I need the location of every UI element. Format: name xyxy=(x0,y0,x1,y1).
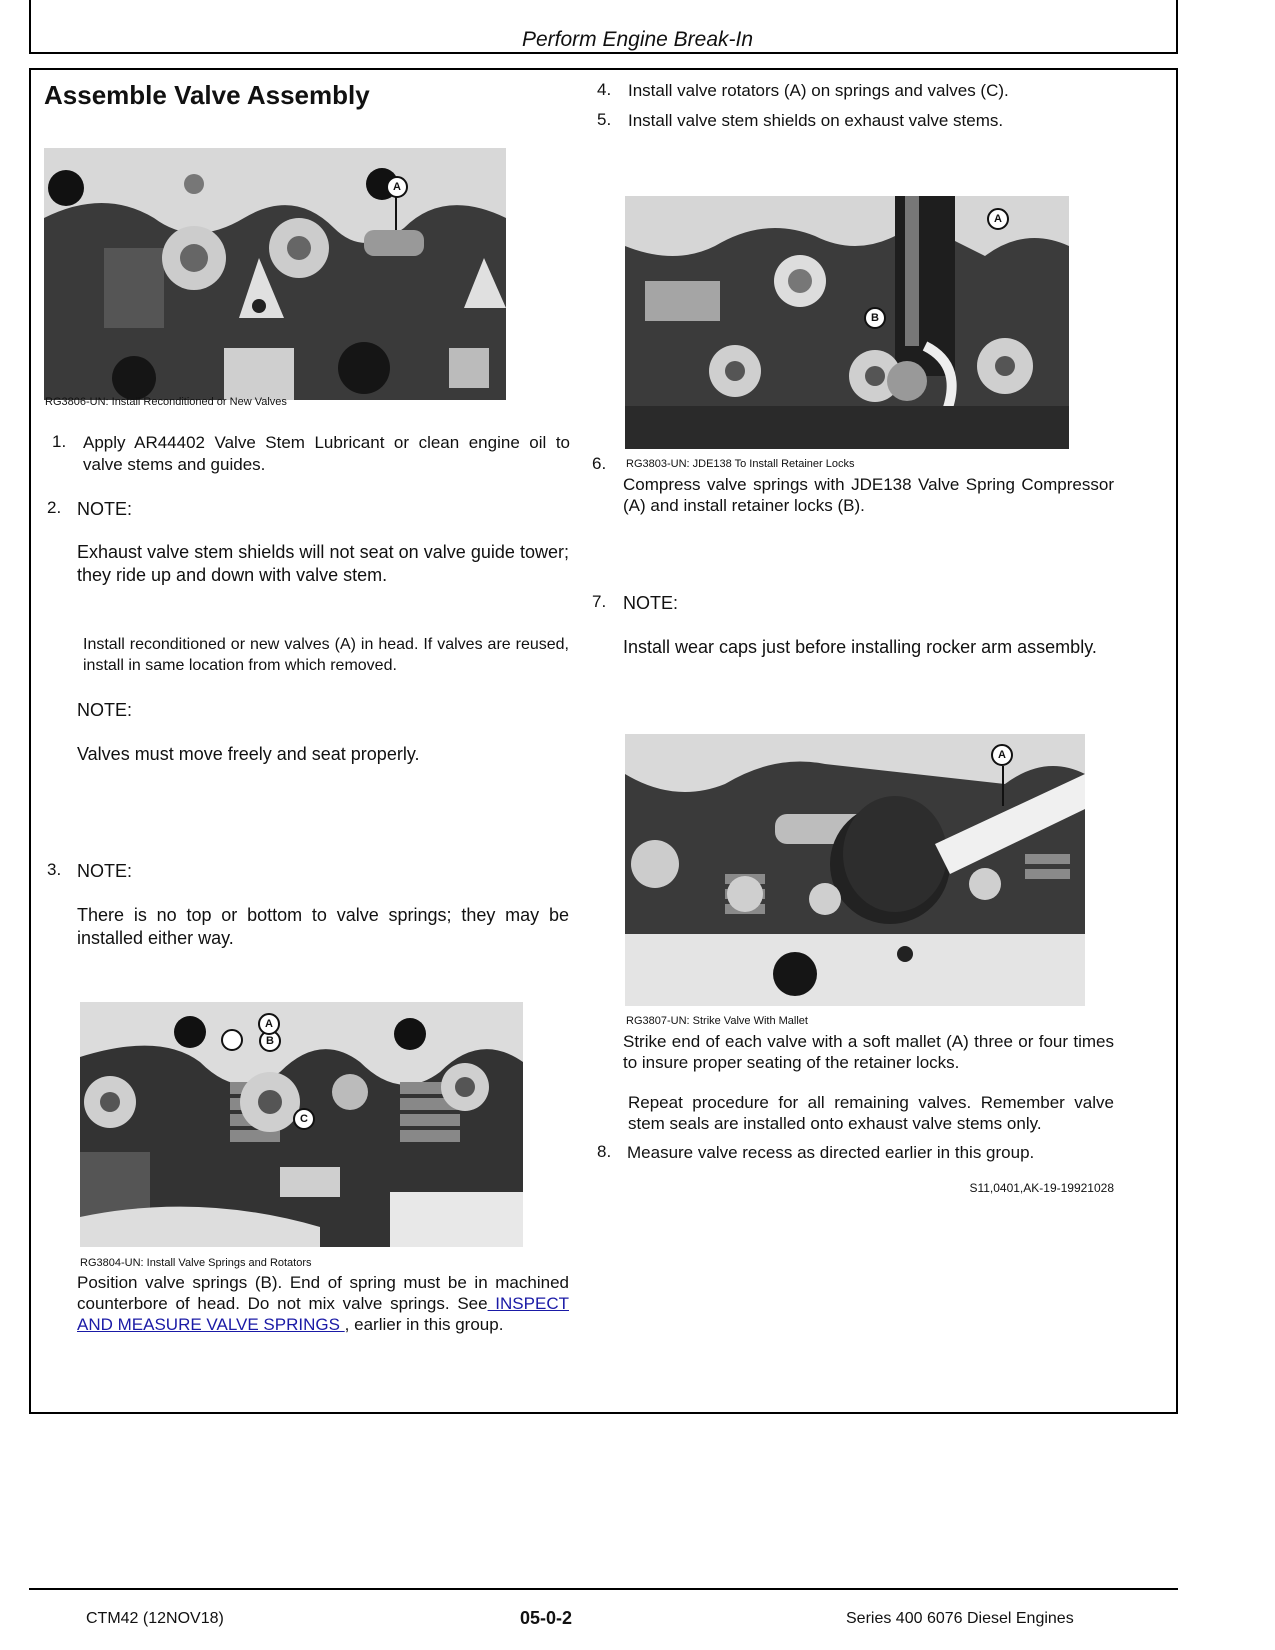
footer-page-number: 05-0-2 xyxy=(520,1608,573,1628)
step-text: Strike end of each valve with a soft mallet (A) three or four times to insure proper seating of the retainer locks. xyxy=(623,1032,1114,1072)
callout-a: A xyxy=(987,208,1009,230)
step-text: Measure valve recess as directed earlier in this group. xyxy=(627,1143,1035,1162)
figure-caption: RG3804-UN: Install Valve Springs and Rotators xyxy=(80,1257,312,1269)
photo-install-valves xyxy=(44,148,506,400)
callout-b: B xyxy=(259,1030,281,1052)
photo-strike-valve xyxy=(625,734,1085,1006)
step-text-part: Position valve springs (B). End of spring must be in machined counterbore of head. Do not mix valve springs. See xyxy=(77,1273,569,1313)
step-text: Compress valve springs with JDE138 Valve Spring Compressor (A) and install retainer locks (B). xyxy=(623,475,1114,515)
section-title: Assemble Valve Assembly xyxy=(44,80,370,110)
step-number: 5. xyxy=(597,110,612,129)
footer-engine-series: Series 400 6076 Diesel Engines xyxy=(846,1610,1074,1627)
note-text: Valves must move freely and seat properly. xyxy=(77,744,420,764)
note-label: NOTE: xyxy=(623,593,679,613)
step-text: Install valve stem shields on exhaust valve stems. xyxy=(628,111,1004,130)
step-text: Install valve rotators (A) on springs and valves (C). xyxy=(628,81,1009,100)
note-text: There is no top or bottom to valve springs; they may be installed either way. xyxy=(77,905,569,948)
step-text: Apply AR44402 Valve Stem Lubricant or clean engine oil to valve stems and guides. xyxy=(83,433,570,474)
step-text-part: , earlier in this group. xyxy=(344,1315,504,1334)
step-number: 8. xyxy=(597,1142,612,1161)
note-label: NOTE: xyxy=(77,700,133,720)
note-text: Install wear caps just before installing rocker arm assembly. xyxy=(623,637,1097,657)
step-text: Install reconditioned or new valves (A) in head. If valves are reused, install in same location from which removed. xyxy=(83,636,569,674)
step-number: 7. xyxy=(592,592,607,611)
step-number: 2. xyxy=(47,498,62,517)
photo-retainer-locks xyxy=(625,196,1069,449)
note-text: Exhaust valve stem shields will not seat on valve guide tower; they ride up and down with valve stem. xyxy=(77,542,569,585)
callout-a: A xyxy=(386,176,408,198)
step-number: 6. xyxy=(592,454,607,473)
step-number: 3. xyxy=(47,860,62,879)
figure-caption: RG3807-UN: Strike Valve With Mallet xyxy=(626,1015,808,1027)
callout-b: B xyxy=(864,307,886,329)
page-header: Perform Engine Break-In xyxy=(521,28,754,51)
footer-manual-code: CTM42 (12NOV18) xyxy=(86,1610,224,1627)
callout-c: C xyxy=(293,1108,315,1130)
note-label: NOTE: xyxy=(77,499,133,519)
note-label: NOTE: xyxy=(77,861,133,881)
callout-b-label xyxy=(221,1029,243,1051)
step-text xyxy=(77,1272,569,1335)
footer-rule xyxy=(29,1588,1178,1590)
step-number: 1. xyxy=(52,432,67,451)
reference-code: S11,0401,AK-19-19921028 xyxy=(969,1181,1114,1195)
callout-a: A xyxy=(258,1013,280,1035)
figure-caption: RG3806-UN: Install Reconditioned or New Valves xyxy=(45,396,287,408)
figure-caption: RG3803-UN: JDE138 To Install Retainer Locks xyxy=(626,458,855,470)
step-number: 4. xyxy=(597,80,612,99)
inspect-valve-springs-link[interactable]: INSPECT AND MEASURE VALVE SPRINGS xyxy=(77,1294,569,1334)
callout-a: A xyxy=(991,744,1013,766)
repeat-text: Repeat procedure for all remaining valves. Remember valve stem seals are installed onto exhaust valve stems only. xyxy=(628,1093,1114,1133)
